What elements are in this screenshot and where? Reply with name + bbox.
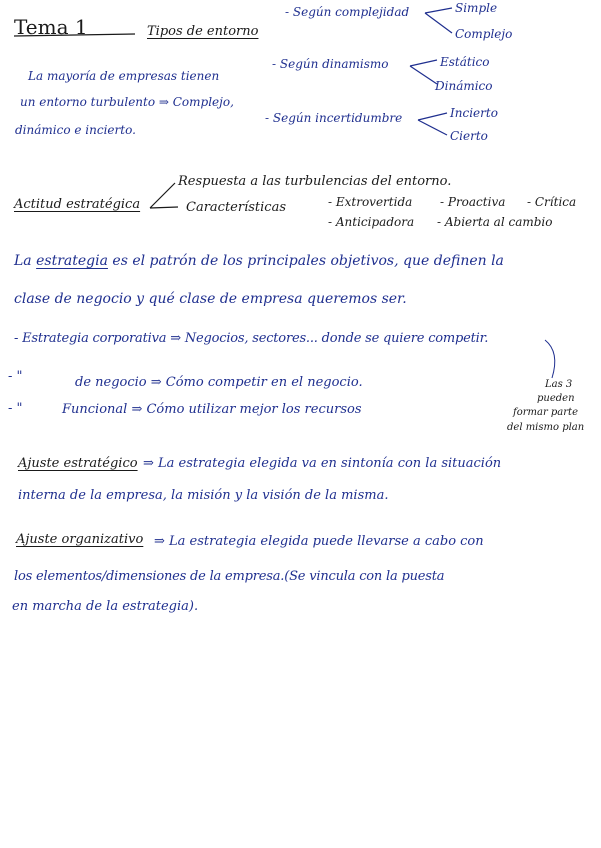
organizational-fit-line-1: ⇒ La estrategia elegida puede llevarse a cabo con xyxy=(154,534,484,549)
strategic-fit-line-1: ⇒ La estrategia elegida va en sintonía con la situación xyxy=(143,456,502,471)
certain-label: Cierto xyxy=(450,129,488,143)
simple-label: Simple xyxy=(455,1,498,15)
side-note-line-1: Las 3 xyxy=(545,379,573,390)
topic-title: Tema 1 xyxy=(14,15,88,39)
complexity-label: - Según complejidad xyxy=(285,5,410,19)
response-text: Respuesta a las turbulencias del entorno. xyxy=(178,174,452,189)
side-note-line-4: del mismo plan xyxy=(507,422,585,433)
strategic-fit-title: Ajuste estratégico xyxy=(18,456,138,471)
characteristics-label: Características xyxy=(186,200,286,215)
strategy-def-start: La xyxy=(14,253,32,269)
dynamic-label: Dinámico xyxy=(435,79,493,93)
intro-line-3: dinámico e incierto. xyxy=(15,123,136,137)
side-note-line-2: pueden xyxy=(537,393,575,404)
organizational-fit-title: Ajuste organizativo xyxy=(16,532,144,547)
functional-ditto: - " xyxy=(8,401,23,416)
environment-types-heading: Tipos de entorno xyxy=(147,24,259,39)
dynamism-label: - Según dinamismo xyxy=(272,57,389,71)
business-strategy: de negocio ⇒ Cómo competir en el negocio. xyxy=(75,375,363,390)
complex-label: Complejo xyxy=(455,27,513,41)
uncertain-label: Incierto xyxy=(450,106,498,120)
trait-open-to-change: - Abierta al cambio xyxy=(437,215,553,229)
strategy-def-rest: es el patrón de los principales objetivos, que definen la xyxy=(112,253,504,269)
intro-line-1: La mayoría de empresas tienen xyxy=(28,69,220,83)
strategic-attitude-title: Actitud estratégica xyxy=(14,197,141,212)
static-label: Estático xyxy=(440,55,490,69)
trait-critical: - Crítica xyxy=(527,195,577,209)
organizational-fit-line-3: en marcha de la estrategia). xyxy=(12,599,199,614)
trait-anticipatory: - Anticipadora xyxy=(328,215,415,229)
strategy-def-line-2: clase de negocio y qué clase de empresa queremos ser. xyxy=(14,291,407,307)
strategy-def-line-1 xyxy=(14,254,504,268)
functional-strategy: Funcional ⇒ Cómo utilizar mejor los recursos xyxy=(62,402,362,417)
strategy-word: estrategia xyxy=(36,253,108,269)
intro-line-2: un entorno turbulento ⇒ Complejo, xyxy=(20,95,234,109)
business-ditto: - " xyxy=(8,369,23,384)
trait-proactive: - Proactiva xyxy=(440,195,506,209)
trait-extroverted: - Extrovertida xyxy=(328,195,413,209)
uncertainty-label: - Según incertidumbre xyxy=(265,111,403,125)
strategic-fit-line-2: interna de la empresa, la misión y la visión de la misma. xyxy=(18,488,389,503)
corporate-strategy: - Estrategia corporativa ⇒ Negocios, sectores... donde se quiere competir. xyxy=(14,331,489,346)
organizational-fit-line-2: los elementos/dimensiones de la empresa.(Se vincula con la puesta xyxy=(14,569,445,584)
side-note-line-3: formar parte xyxy=(513,407,578,418)
